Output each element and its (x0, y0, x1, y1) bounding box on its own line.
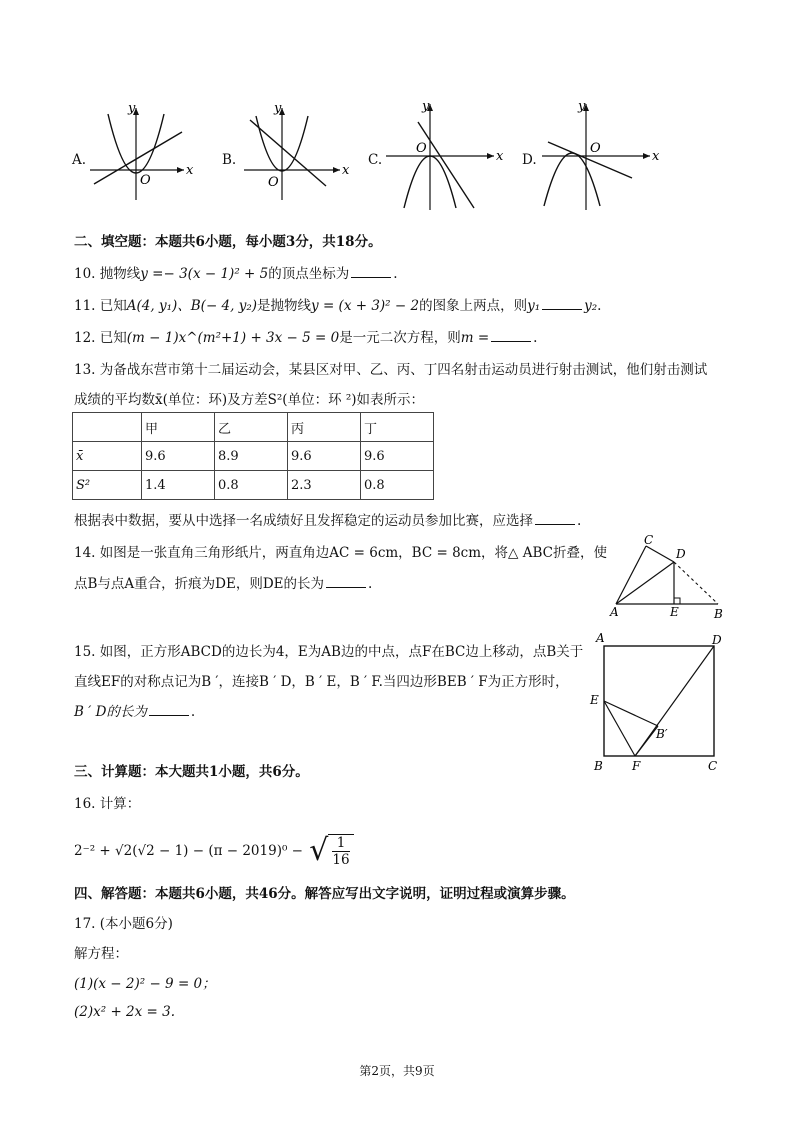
option-c (368, 98, 508, 216)
q10-post: 的顶点坐标为 (268, 266, 350, 282)
q15-line2: 直线EF的对称点记为B ′，连接B ′ D，B ′ E，B ′ F.当四边形BEB ′ F为正方形时， (74, 674, 569, 690)
table-cell: 9.6 (142, 442, 215, 471)
q14-end: . (368, 576, 373, 592)
q14-label-e: E (670, 605, 679, 619)
q17-sub: 解方程： (74, 946, 128, 962)
q12-m: m = (460, 330, 490, 346)
option-b-graph (222, 100, 352, 210)
table-cell: 0.8 (361, 471, 434, 500)
q15-line3-wrap (74, 700, 195, 720)
q13-line2: 成绩的平均数x̄(单位：环)及方差S²(单位：环 ²)如表所示： (74, 392, 425, 408)
q15-label-f: F (632, 759, 641, 773)
q11-y1: y₁ (527, 298, 541, 314)
q14-triangle-figure (604, 534, 734, 624)
section-2-heading: 二、填空题：本题共6小题，每小题3分，共18分。 (74, 234, 382, 250)
table-cell: 乙 (215, 413, 288, 442)
q14-label-d: D (676, 547, 686, 561)
q10-end: . (393, 266, 398, 282)
q15-line3: B ′ D的长为 (74, 704, 147, 720)
option-d-origin: O (590, 141, 601, 156)
q11-answer-blank[interactable] (542, 297, 582, 310)
option-c-graph (368, 98, 508, 216)
table-cell: S² (73, 471, 142, 500)
q15-label-c: C (708, 759, 718, 773)
option-d-label: D. (522, 152, 537, 168)
option-b (222, 100, 352, 210)
q14-label-c: C (644, 534, 654, 547)
q14-line1: 14. 如图是一张直角三角形纸片，两直角边AC = 6cm，BC = 8cm，将△ ABC折叠，使 (74, 545, 607, 561)
option-c-x-label: x (496, 149, 504, 164)
q15-answer-blank[interactable] (149, 703, 189, 716)
q13-line1: 13. 为备战东营市第十二届运动会，某县区对甲、乙、丙、丁四名射击运动员进行射击测试，他们射击测试 (74, 362, 708, 378)
table-header-row (73, 413, 434, 442)
table-cell: 1.4 (142, 471, 215, 500)
option-c-origin: O (416, 141, 427, 156)
q16-title: 16. 计算： (74, 796, 141, 812)
q14-label-b: B (714, 607, 723, 621)
q16-frac-num: 1 (332, 835, 349, 852)
table-cell (73, 413, 142, 442)
option-d (522, 98, 662, 216)
table-cell: 0.8 (215, 471, 288, 500)
option-a-graph (72, 100, 202, 210)
question-11 (74, 294, 601, 314)
option-a-y-label: y (128, 101, 136, 116)
table-cell: 丙 (288, 413, 361, 442)
q11-formula: A(4, y₁)、B(− 4, y₂) (126, 298, 258, 314)
q12-answer-blank[interactable] (491, 329, 531, 342)
table-cell: 丁 (361, 413, 434, 442)
q15-line1: 15. 如图，正方形ABCD的边长为4，E为AB边的中点，点F在BC边上移动，点B关于 (74, 644, 584, 660)
option-b-x-label: x (342, 163, 350, 178)
q12-post: 是一元二次方程，则 (339, 330, 461, 346)
option-a-origin: O (140, 173, 151, 188)
table-cell: 2.3 (288, 471, 361, 500)
table-row (73, 442, 434, 471)
q14-line2-wrap (74, 572, 372, 592)
q11-formula2: y = (x + 3)² − 2 (311, 298, 420, 314)
table-cell: x̄ (73, 442, 142, 471)
table-cell: 9.6 (361, 442, 434, 471)
q12-pre: 12. 已知 (74, 330, 127, 346)
q10-formula: y =− 3(x − 1)² + 5 (140, 266, 269, 282)
question-12 (74, 326, 537, 346)
q16-expr: 2⁻² + √2(√2 − 1) − (π − 2019)⁰ − (74, 843, 303, 859)
page-footer: 第2页，共9页 (359, 1064, 435, 1078)
option-d-graph (522, 98, 662, 216)
q13-answer-blank[interactable] (535, 512, 575, 525)
q11-end: . (597, 298, 602, 314)
q14-label-a: A (610, 605, 619, 619)
option-b-label: B. (222, 152, 237, 168)
table-cell: 8.9 (215, 442, 288, 471)
q11-mid: 是抛物线 (257, 298, 312, 314)
q16-expression (74, 834, 354, 868)
option-c-y-label: y (422, 99, 430, 114)
q17-title: 17. (本小题6分) (74, 916, 173, 932)
option-c-label: C. (368, 152, 383, 168)
q12-end: . (533, 330, 538, 346)
q11-y2: y₂ (584, 298, 598, 314)
table-row (73, 471, 434, 500)
q15-end: . (190, 704, 196, 720)
option-d-x-label: x (652, 149, 660, 164)
table-cell: 甲 (142, 413, 215, 442)
q17-part1: (1)(x − 2)² − 9 = 0； (74, 976, 216, 992)
q15-square-figure (588, 628, 738, 778)
option-a (72, 100, 202, 210)
q16-fraction (328, 834, 353, 868)
sqrt-icon: √ (309, 833, 329, 868)
q13-line3 (74, 509, 581, 529)
q10-answer-blank[interactable] (351, 265, 391, 278)
q16-frac-den: 16 (332, 852, 350, 868)
q13-end: . (577, 513, 582, 529)
option-a-label: A. (72, 152, 87, 168)
q15-label-bp: B′ (656, 727, 668, 741)
q13-line3-text: 根据表中数据，要从中选择一名成绩好且发挥稳定的运动员参加比赛，应选择 (74, 513, 533, 529)
q11-pre: 11. 已知 (74, 298, 127, 314)
question-10 (74, 262, 398, 282)
q12-formula: (m − 1)x^(m²+1) + 3x − 5 = 0 (126, 330, 340, 346)
table-cell: 9.6 (288, 442, 361, 471)
option-a-x-label: x (186, 163, 194, 178)
q14-line2: 点B与点A重合，折痕为DE，则DE的长为 (74, 576, 325, 592)
option-b-y-label: y (274, 101, 282, 116)
section-3-heading: 三、计算题：本大题共1小题，共6分。 (74, 764, 309, 780)
q15-label-a: A (596, 631, 605, 645)
q10-pre: 10. 抛物线 (74, 266, 141, 282)
q15-label-b: B (594, 759, 603, 773)
q11-post: 的图象上两点，则 (419, 298, 528, 314)
q15-label-d: D (712, 633, 722, 647)
section-4-heading: 四、解答题：本题共6小题，共46分。解答应写出文字说明，证明过程或演算步骤。 (74, 886, 575, 902)
q15-label-e: E (590, 693, 599, 707)
option-b-origin: O (268, 175, 279, 190)
q14-answer-blank[interactable] (326, 575, 366, 588)
q13-table (72, 412, 434, 500)
option-d-y-label: y (578, 99, 586, 114)
q17-part2: (2)x² + 2x = 3. (74, 1004, 176, 1020)
